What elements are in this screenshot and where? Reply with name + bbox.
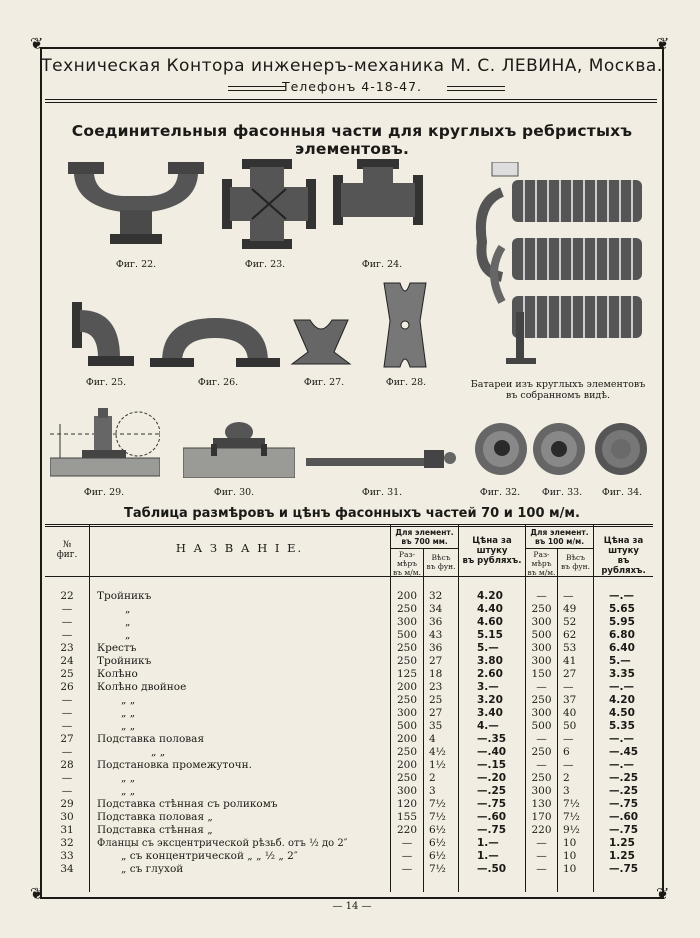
cell-price-700: —.50 (477, 863, 507, 875)
figure-25-elbow-image (72, 302, 134, 368)
cell-size-100: 500 (531, 629, 552, 641)
cell-weight-100: 52 (563, 616, 577, 628)
cell-fig: 32 (60, 837, 74, 849)
cell-size-100: — (536, 681, 547, 693)
cell-weight-700: 18 (429, 668, 443, 680)
cell-size-100: 300 (531, 785, 552, 797)
figure-30-floor-stand-image (183, 420, 295, 478)
table-row (45, 668, 653, 681)
cell-price-700: —.60 (477, 811, 507, 823)
figure-27-floor-stand-image (290, 316, 352, 368)
cell-fig: 24 (60, 655, 74, 667)
cell-weight-100: 37 (563, 694, 577, 706)
cell-weight-700: 36 (429, 616, 443, 628)
table-row (45, 629, 653, 642)
cell-price-700: 1.— (477, 850, 499, 862)
figure-33-caption: Фиг. 33. (541, 487, 583, 498)
cell-size-100: 300 (531, 616, 552, 628)
header-number: № (62, 540, 72, 550)
cell-name: Подставка стѣнная „ (97, 824, 213, 836)
cell-fig: 23 (60, 642, 74, 654)
cell-name: Фланцы съ эксцентрической рѣзьб. отъ ½ до 2″ (97, 838, 348, 849)
battery-caption-line-1: Батареи изъ круглыхъ элементовъ (470, 379, 646, 390)
table-row (45, 772, 653, 785)
figure-25-caption: Фиг. 25. (85, 377, 127, 388)
cell-price-700: 5.— (477, 642, 499, 654)
cell-fig: — (61, 772, 73, 784)
cell-size-700: — (401, 837, 413, 849)
cell-name: Подставка половая (97, 733, 205, 745)
cell-name: „ „ (121, 707, 136, 719)
cell-price-700: 1.— (477, 837, 499, 849)
cell-weight-100: 7½ (563, 811, 580, 823)
table-title: Таблица размѣровъ и цѣнъ фасонныхъ частей 70 и 100 м/м. (124, 506, 580, 521)
cell-weight-700: 6½ (429, 850, 446, 862)
cell-price-700: —.35 (477, 733, 507, 745)
cell-price-100: 1.25 (609, 850, 635, 862)
header-price-3: въ рубляхъ. (462, 556, 522, 566)
cell-weight-700: 6½ (429, 824, 446, 836)
cell-size-700: 155 (396, 811, 418, 823)
cell-size-700: 500 (396, 629, 418, 641)
header-price-2: штуку (476, 546, 508, 556)
cell-weight-700: 25 (429, 694, 443, 706)
header-size-1: Раз- (398, 550, 416, 559)
cell-price-100: 1.25 (609, 837, 635, 849)
cell-weight-700: 32 (429, 590, 443, 602)
figure-26-double-elbow-image (148, 316, 282, 368)
figure-22-tee-image (66, 160, 206, 248)
table-row (45, 707, 653, 720)
cell-weight-100: 10 (563, 863, 577, 875)
cell-weight-700: 23 (429, 681, 443, 693)
header-size-1: Раз- (533, 550, 550, 559)
cell-weight-100: 10 (563, 850, 577, 862)
header-weight-2: въ фун. (426, 562, 456, 571)
cell-price-700: 4.— (477, 720, 499, 732)
figure-34-caption: Фиг. 34. (601, 487, 643, 498)
cell-price-700: 4.40 (477, 603, 503, 615)
table-row (45, 694, 653, 707)
cell-fig: — (61, 603, 73, 615)
table-row (45, 785, 653, 798)
cell-size-700: 220 (396, 824, 418, 836)
cell-price-100: 6.40 (609, 642, 635, 654)
cell-price-100: —.60 (609, 811, 639, 823)
cell-size-100: 250 (531, 746, 552, 758)
figure-30-caption: Фиг. 30. (213, 487, 255, 498)
cell-weight-700: 27 (429, 655, 443, 667)
cell-weight-700: 6½ (429, 837, 446, 849)
cell-fig: 34 (60, 863, 74, 875)
cell-price-100: —.75 (609, 863, 639, 875)
cell-weight-100: 49 (563, 603, 577, 615)
cell-weight-100: 40 (563, 707, 577, 719)
corner-ornament-icon: ❦ (656, 34, 670, 53)
figure-27-caption: Фиг. 27. (303, 377, 345, 388)
header-weight-2: въ фун. (560, 562, 591, 571)
cell-size-100: — (536, 863, 547, 875)
cell-price-100: 5.95 (609, 616, 635, 628)
cell-weight-700: 7½ (429, 863, 446, 875)
battery-caption-line-2: въ собранномъ видѣ. (505, 390, 611, 401)
cell-name: „ „ (151, 746, 166, 758)
cell-weight-700: 43 (429, 629, 443, 641)
cell-weight-100: 3 (563, 785, 570, 797)
figure-26-caption: Фиг. 26. (197, 377, 239, 388)
cell-price-100: —.75 (609, 824, 639, 836)
cell-price-100: 5.65 (609, 603, 635, 615)
cell-size-700: 250 (396, 642, 418, 654)
table-row (45, 837, 653, 850)
cell-size-100: 250 (531, 694, 552, 706)
cell-size-100: 300 (531, 707, 552, 719)
header-price-1: Цѣна за (603, 536, 644, 546)
cell-price-100: 6.80 (609, 629, 635, 641)
cell-fig: 28 (60, 759, 74, 771)
figure-29-caption: Фиг. 29. (83, 487, 125, 498)
cell-fig: — (61, 785, 73, 797)
cell-name: Колѣно (97, 668, 138, 680)
cell-size-100: — (536, 590, 547, 602)
cell-weight-700: 34 (429, 603, 443, 615)
table-row (45, 850, 653, 863)
corner-ornament-icon: ❦ (30, 34, 44, 53)
header-weight-1: Вѣсъ (431, 553, 451, 562)
cell-size-100: 250 (531, 603, 552, 615)
header-weight-1: Вѣсъ (565, 553, 585, 562)
cell-weight-700: 2 (429, 772, 436, 784)
table-row (45, 811, 653, 824)
cell-size-100: 220 (531, 824, 552, 836)
cell-size-700: 250 (396, 772, 418, 784)
cell-weight-100: 53 (563, 642, 577, 654)
cell-size-700: 125 (396, 668, 418, 680)
cell-fig: 26 (60, 681, 74, 693)
cell-size-100: 300 (531, 642, 552, 654)
cell-size-700: — (401, 863, 413, 875)
header-group-700: Для элемент. въ 700 мм. (395, 528, 454, 546)
cell-name: Тройникъ (97, 655, 152, 667)
cell-weight-100: 6 (563, 746, 570, 758)
cell-size-700: 250 (396, 603, 418, 615)
cell-name: Подставка половая „ (97, 811, 213, 823)
table-row (45, 590, 653, 603)
cell-name: Колѣно двойное (97, 681, 187, 693)
cell-name: Тройникъ (97, 590, 152, 602)
cell-price-700: 3.40 (477, 707, 503, 719)
cell-weight-100: — (563, 733, 574, 745)
cell-fig: 30 (60, 811, 74, 823)
cell-name: „ съ глухой (121, 863, 184, 875)
figure-23-cross-image (222, 159, 316, 249)
table-row (45, 642, 653, 655)
cell-weight-700: 27 (429, 707, 443, 719)
table-row (45, 733, 653, 746)
cell-price-700: —.40 (477, 746, 507, 758)
cell-fig: — (61, 629, 73, 641)
table-row (45, 798, 653, 811)
header-price-1: Цѣна за (472, 536, 512, 546)
cell-size-700: 300 (396, 616, 418, 628)
cell-name: „ (125, 629, 131, 641)
cell-weight-100: 62 (563, 629, 577, 641)
cell-weight-700: 3 (429, 785, 436, 797)
table-row (45, 720, 653, 733)
cell-price-700: 3.20 (477, 694, 503, 706)
cell-size-100: — (536, 837, 547, 849)
cell-weight-100: 7½ (563, 798, 580, 810)
cell-weight-100: 41 (563, 655, 577, 667)
cell-fig: — (61, 694, 73, 706)
cell-fig: — (61, 746, 73, 758)
cell-size-700: 300 (396, 707, 418, 719)
cell-price-100: 4.50 (609, 707, 635, 719)
cell-price-100: —.75 (609, 798, 639, 810)
cell-size-700: 500 (396, 720, 418, 732)
header-price-2: штуку (608, 546, 639, 556)
cell-price-700: —.75 (477, 798, 507, 810)
header-size-2: мѣръ (397, 559, 417, 568)
table-row (45, 759, 653, 772)
cell-size-700: 200 (396, 681, 418, 693)
cell-fig: 33 (60, 850, 74, 862)
corner-ornament-icon: ❦ (656, 884, 670, 903)
header-group-100: Для элемент. въ 100 м/м. (530, 528, 589, 546)
cell-fig: 29 (60, 798, 74, 810)
cell-price-700: 4.20 (477, 590, 503, 602)
figure-32-flange-image (474, 422, 528, 476)
cell-weight-100: 2 (563, 772, 570, 784)
company-header: Техническая Контора инженеръ-механика М. С. ЛЕВИНА, Москва. (41, 56, 663, 76)
cell-name: Подстановка промежуточн. (97, 759, 252, 771)
table-row (45, 681, 653, 694)
cell-price-700: 3.— (477, 681, 499, 693)
cell-name: „ съ концентрической „ „ ½ „ 2″ (121, 850, 298, 862)
page-number: — 14 — (332, 901, 372, 912)
cell-size-100: 300 (531, 655, 552, 667)
header-price-3: въ рубляхъ. (601, 556, 646, 576)
cell-weight-700: 4½ (429, 746, 446, 758)
cell-size-100: 170 (531, 811, 552, 823)
cell-weight-700: 35 (429, 720, 443, 732)
cell-price-100: —.— (609, 759, 634, 771)
cell-fig: 27 (60, 733, 74, 745)
figure-28-caption: Фиг. 28. (385, 377, 427, 388)
cell-size-100: — (536, 733, 547, 745)
figure-22-caption: Фиг. 22. (115, 259, 157, 270)
cell-size-700: 300 (396, 785, 418, 797)
table-row (45, 824, 653, 837)
table-row (45, 603, 653, 616)
figure-28-intermediate-stand-image (380, 281, 430, 369)
cell-price-100: —.25 (609, 772, 639, 784)
figure-24-caption: Фиг. 24. (361, 259, 403, 270)
section-title: Соединительныя фасонныя части для круглыхъ ребристыхъ элементовъ. (71, 122, 633, 158)
cell-fig: 31 (60, 824, 74, 836)
cell-name: „ „ (121, 694, 136, 706)
cell-name: Подставка стѣнная съ роликомъ (97, 798, 278, 810)
cell-name: „ „ (121, 720, 136, 732)
cell-price-100: —.— (609, 733, 634, 745)
cell-price-100: —.45 (609, 746, 639, 758)
cell-price-700: 2.60 (477, 668, 503, 680)
figure-24-tee-image (333, 159, 423, 231)
cell-fig: — (61, 720, 73, 732)
cell-fig: 22 (60, 590, 74, 602)
cell-price-700: 3.80 (477, 655, 503, 667)
figure-23-caption: Фиг. 23. (244, 259, 286, 270)
cell-fig: 25 (60, 668, 74, 680)
cell-price-700: —.25 (477, 785, 507, 797)
header-size-3: въ м/м. (393, 568, 421, 577)
header-size-3: въ м/м. (527, 568, 556, 577)
cell-price-100: 5.35 (609, 720, 635, 732)
header-size-2: мѣръ (531, 559, 552, 568)
figure-32-caption: Фиг. 32. (479, 487, 521, 498)
header-figure: фиг. (56, 550, 78, 560)
corner-ornament-icon: ❦ (30, 884, 44, 903)
cell-name: Крестъ (97, 642, 137, 654)
cell-price-700: 5.15 (477, 629, 503, 641)
cell-weight-100: — (563, 681, 574, 693)
price-table (45, 524, 653, 892)
cell-size-700: 250 (396, 694, 418, 706)
cell-size-700: 120 (396, 798, 418, 810)
figure-31-wall-stand-image (306, 448, 458, 472)
cell-price-700: —.20 (477, 772, 507, 784)
cell-name: „ (125, 616, 131, 628)
cell-weight-700: 4 (429, 733, 436, 745)
cell-size-100: 250 (531, 772, 552, 784)
cell-price-100: —.25 (609, 785, 639, 797)
figure-29-wall-stand-image (50, 404, 160, 480)
figure-31-caption: Фиг. 31. (361, 487, 403, 498)
cell-size-700: 200 (396, 759, 418, 771)
phone-line: Телефонъ 4-18-47. (281, 79, 423, 94)
figure-34-blind-flange-image (594, 422, 648, 476)
cell-weight-100: 9½ (563, 824, 580, 836)
header-divider (45, 102, 657, 103)
header-name: Н А З В А Н І Е. (175, 541, 304, 555)
cell-weight-700: 36 (429, 642, 443, 654)
cell-price-700: —.75 (477, 824, 507, 836)
cell-size-700: 200 (396, 590, 418, 602)
cell-size-100: — (536, 759, 547, 771)
cell-weight-700: 7½ (429, 798, 446, 810)
cell-size-100: 150 (531, 668, 552, 680)
table-row (45, 616, 653, 629)
figure-33-flange-image (532, 422, 586, 476)
cell-weight-100: 10 (563, 837, 577, 849)
cell-size-100: 130 (531, 798, 552, 810)
cell-size-700: 250 (396, 655, 418, 667)
cell-fig: — (61, 707, 73, 719)
cell-name: „ „ (121, 785, 136, 797)
cell-weight-100: 27 (563, 668, 577, 680)
cell-name: „ (125, 603, 131, 615)
cell-price-700: 4.60 (477, 616, 503, 628)
header-divider (45, 99, 657, 100)
radiator-battery-image (462, 162, 652, 372)
table-row (45, 655, 653, 668)
cell-price-100: 3.35 (609, 668, 635, 680)
table-row (45, 746, 653, 759)
table-row (45, 863, 653, 876)
cell-size-700: — (401, 850, 413, 862)
cell-size-100: 500 (531, 720, 552, 732)
cell-price-100: —.— (609, 681, 634, 693)
cell-weight-100: — (563, 759, 574, 771)
cell-weight-100: — (563, 590, 574, 602)
cell-size-100: — (536, 850, 547, 862)
cell-price-700: —.15 (477, 759, 507, 771)
cell-weight-700: 1½ (429, 759, 446, 771)
cell-size-700: 200 (396, 733, 418, 745)
cell-fig: — (61, 616, 73, 628)
cell-price-100: 4.20 (609, 694, 635, 706)
cell-price-100: 5.— (609, 655, 631, 667)
cell-weight-100: 50 (563, 720, 577, 732)
cell-size-700: 250 (396, 746, 418, 758)
cell-price-100: —.— (609, 590, 634, 602)
cell-name: „ „ (121, 772, 136, 784)
cell-weight-700: 7½ (429, 811, 446, 823)
